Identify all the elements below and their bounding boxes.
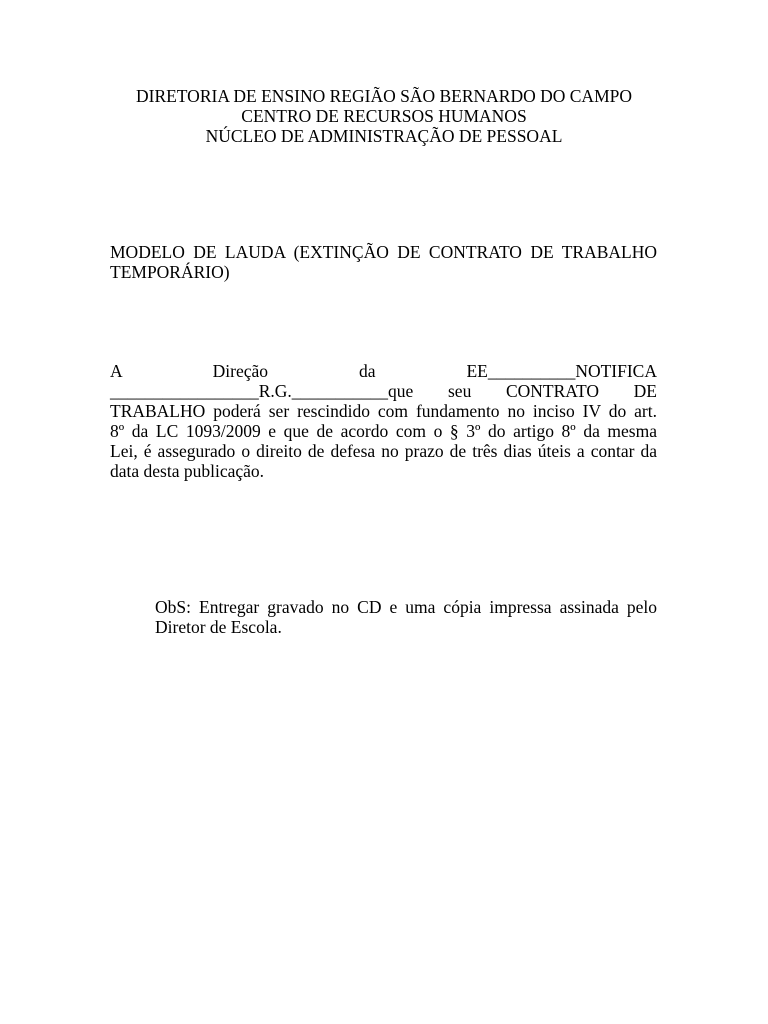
paragraph-line-3: TRABALHO poderá ser rescindido com fundamento no inciso IV do art. [110, 401, 657, 421]
paragraph-line-4: 8º da LC 1093/2009 e que de acordo com o § 3º do artigo 8º da mesma [110, 421, 657, 441]
paragraph-line-2: _________________R.G.___________que seu CONTRATO DE [110, 381, 657, 401]
observation-line-2: Diretor de Escola. [155, 617, 282, 637]
header-line-hr-center: CENTRO DE RECURSOS HUMANOS [241, 106, 527, 126]
observation-note [155, 597, 657, 637]
paragraph-line-1: A Direção da EE__________NOTIFICA [110, 361, 657, 381]
document-header [0, 86, 768, 146]
notification-paragraph [110, 361, 657, 481]
header-line-personnel-nucleus: NÚCLEO DE ADMINISTRAÇÃO DE PESSOAL [205, 126, 563, 146]
model-title-line-1: MODELO DE LAUDA (EXTINÇÃO DE CONTRATO DE TRABALHO [110, 242, 657, 262]
model-title-line-2: TEMPORÁRIO) [110, 262, 230, 282]
model-title [110, 242, 657, 282]
paragraph-line-5: Lei, é assegurado o direito de defesa no prazo de três dias úteis a contar da [110, 441, 657, 461]
paragraph-line-6: data desta publicação. [110, 461, 265, 481]
observation-line-1: ObS: Entregar gravado no CD e uma cópia impressa assinada pelo [155, 597, 657, 617]
header-line-directorate: DIRETORIA DE ENSINO REGIÃO SÃO BERNARDO DO CAMPO [135, 86, 632, 106]
